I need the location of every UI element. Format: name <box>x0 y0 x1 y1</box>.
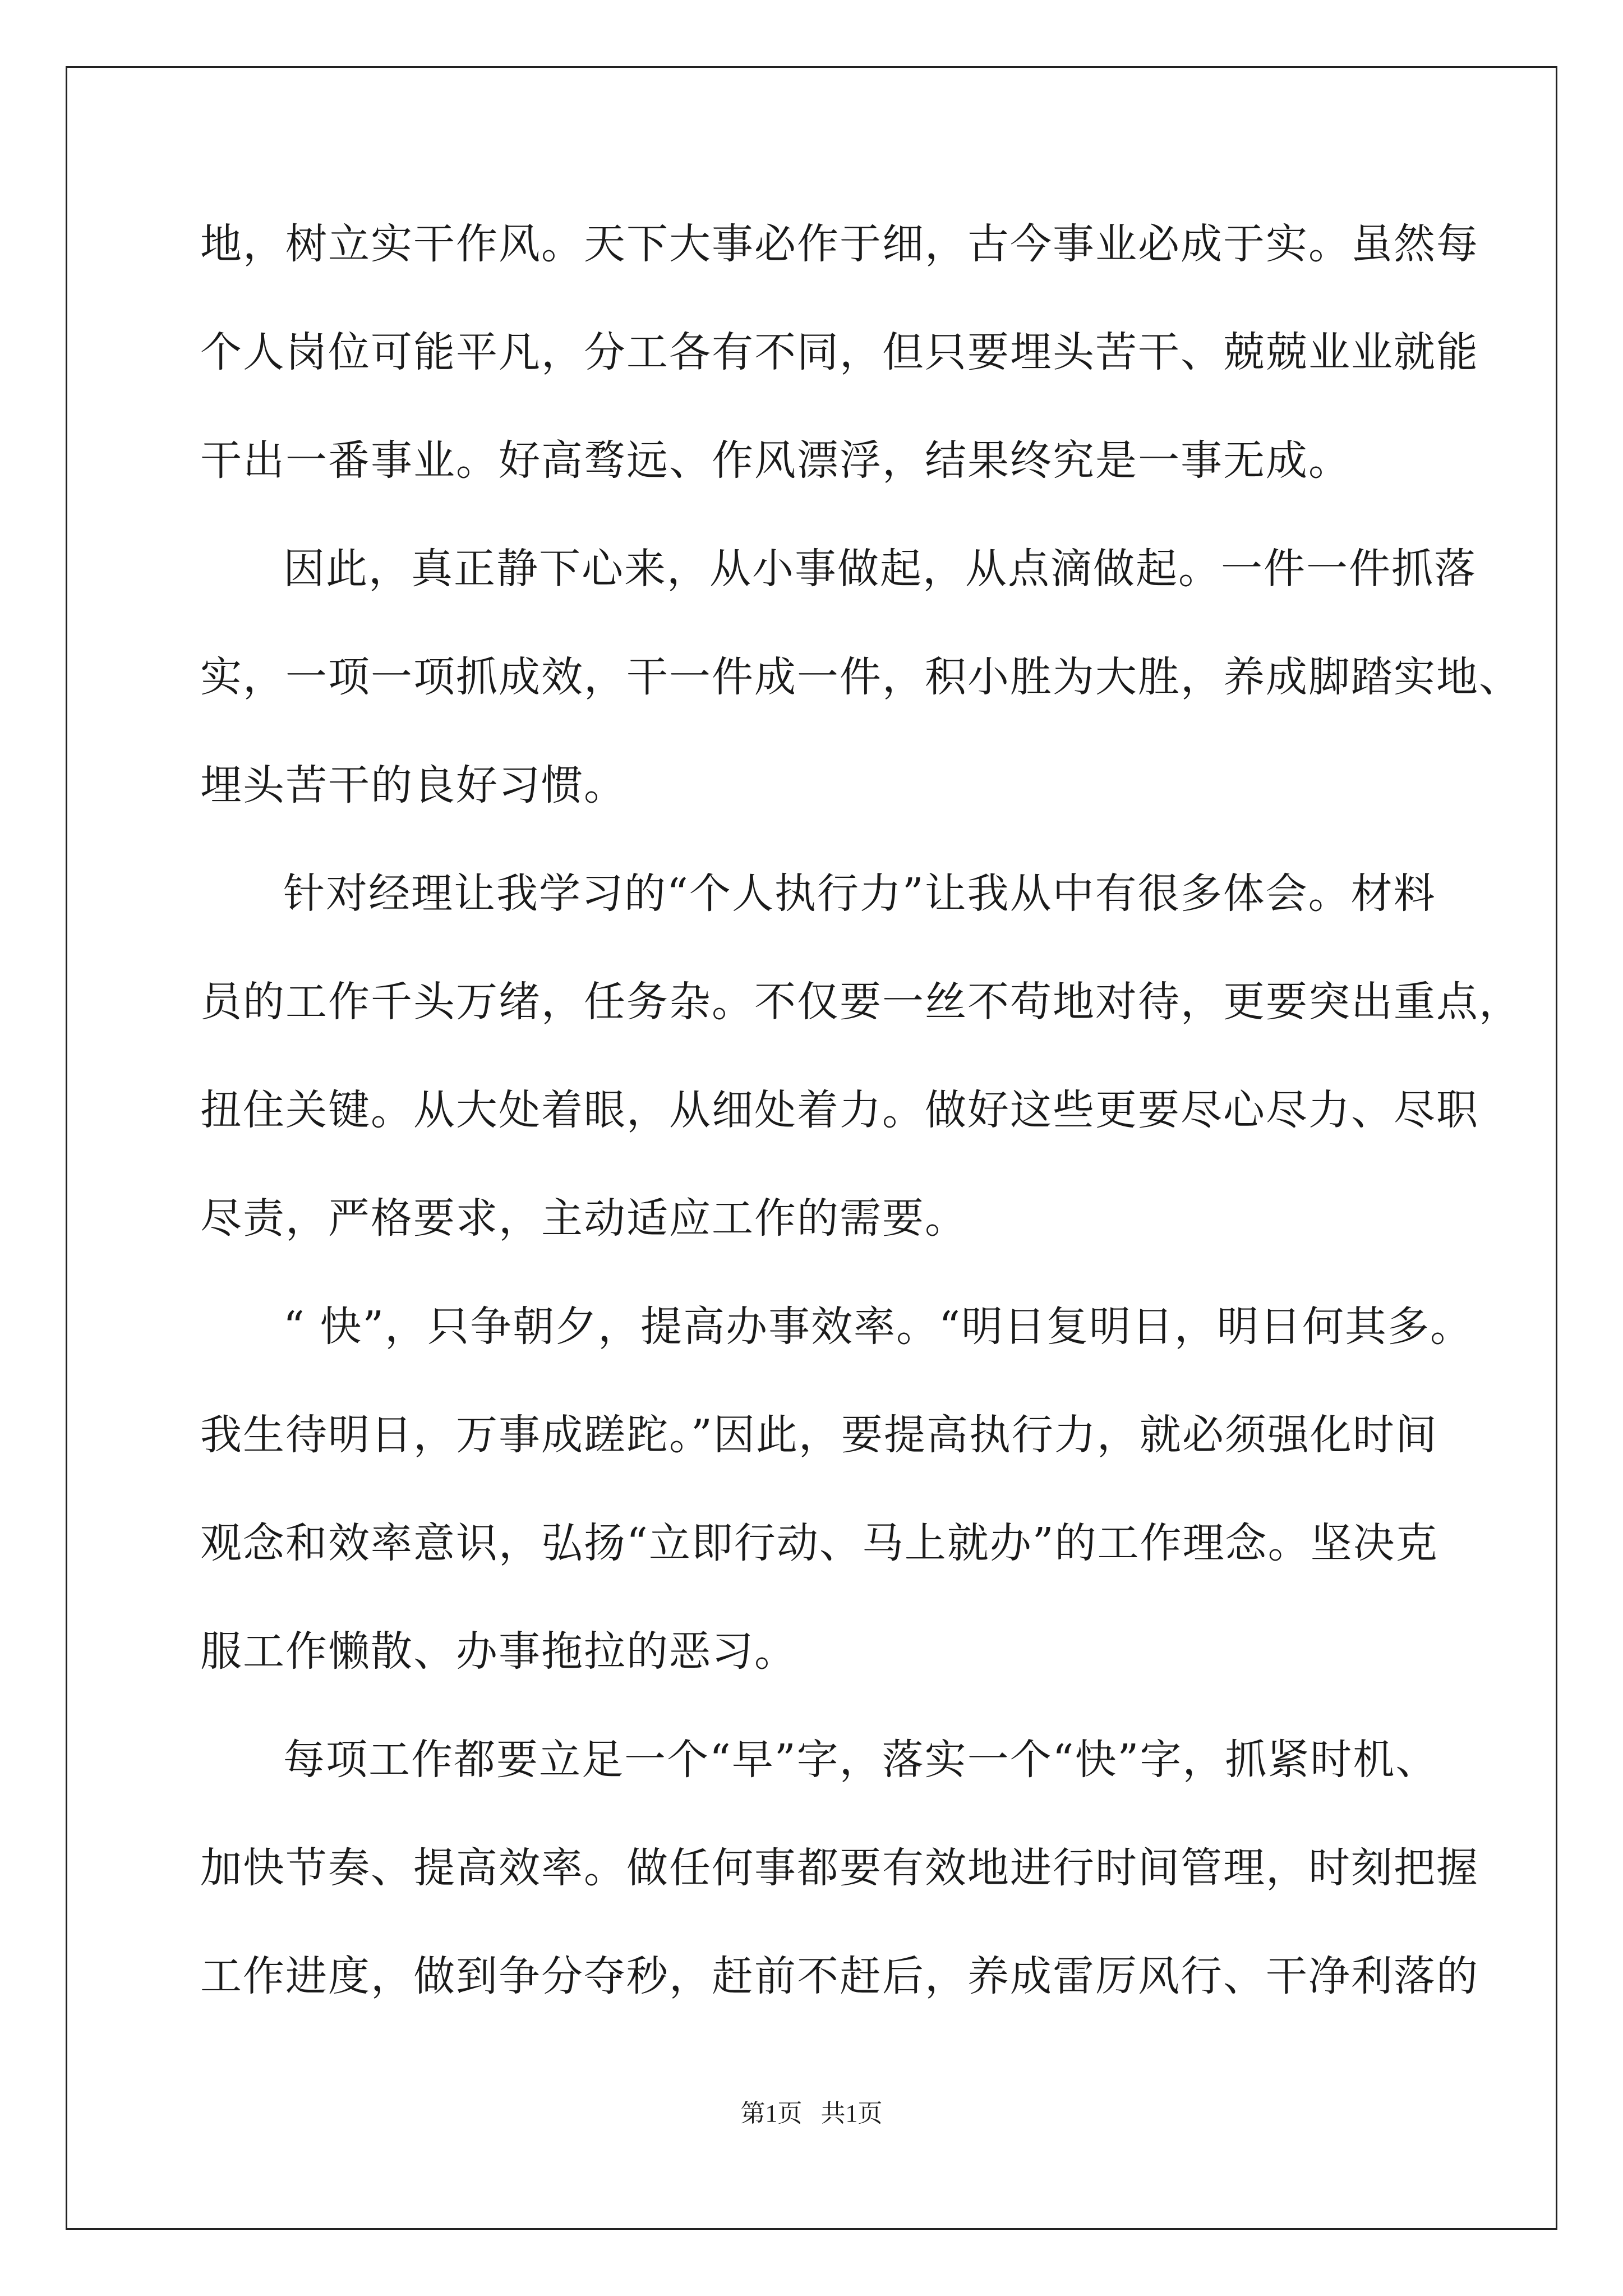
text-line: 观念和效率意识，弘扬“立即行动、马上就办”的工作理念。坚决克 <box>200 1519 1438 1567</box>
text-line: 尽责，严格要求，主动适应工作的需要。 <box>200 1194 967 1243</box>
text-line: 地，树立实干作风。天下大事必作于细，古今事业必成于实。虽然每 <box>200 220 1479 268</box>
text-line: 干出一番事业。好高骛远、作风漂浮，结果终究是一事无成。 <box>200 436 1351 485</box>
text-line: 员的工作千头万绪，任务杂。不仅要一丝不苟地对待，更要突出重点， <box>200 978 1521 1026</box>
text-line: 针对经理让我学习的“个人执行力”让我从中有很多体会。材料 <box>283 869 1436 918</box>
text-line: 工作进度，做到争分夺秒，赶前不赶后，养成雷厉风行、干净利落的 <box>200 1952 1479 2000</box>
text-line: 加快节奏、提高效率。做任何事都要有效地进行时间管理，时刻把握 <box>200 1844 1479 1892</box>
text-line: 埋头苦干的良好习惯。 <box>200 761 626 809</box>
text-line: 扭住关键。从大处着眼，从细处着力。做好这些更要尽心尽力、尽职 <box>200 1086 1479 1134</box>
page-total: 共1页 <box>820 2100 883 2127</box>
text-line: 我生待明日，万事成蹉跎。”因此，要提高执行力，就必须强化时间 <box>200 1411 1438 1459</box>
text-line: 个人岗位可能平凡，分工各有不同，但只要埋头苦干、兢兢业业就能 <box>200 328 1479 376</box>
text-line: 每项工作都要立足一个“早”字，落实一个“快”字，抓紧时机、 <box>283 1736 1438 1784</box>
text-line: “ 快”，只争朝夕，提高办事效率。“明日复明日，明日何其多。 <box>283 1303 1473 1351</box>
page-border <box>66 66 1557 2230</box>
text-line: 实，一项一项抓成效，干一件成一件，积小胜为大胜，养成脚踏实地、 <box>200 653 1521 701</box>
text-line: 服工作懒散、办事拖拉的恶习。 <box>200 1627 797 1676</box>
page-number: 第1页 <box>740 2100 803 2127</box>
page-footer <box>0 2097 1623 2131</box>
text-line: 因此，真正静下心来，从小事做起，从点滴做起。一件一件抓落 <box>283 545 1477 593</box>
